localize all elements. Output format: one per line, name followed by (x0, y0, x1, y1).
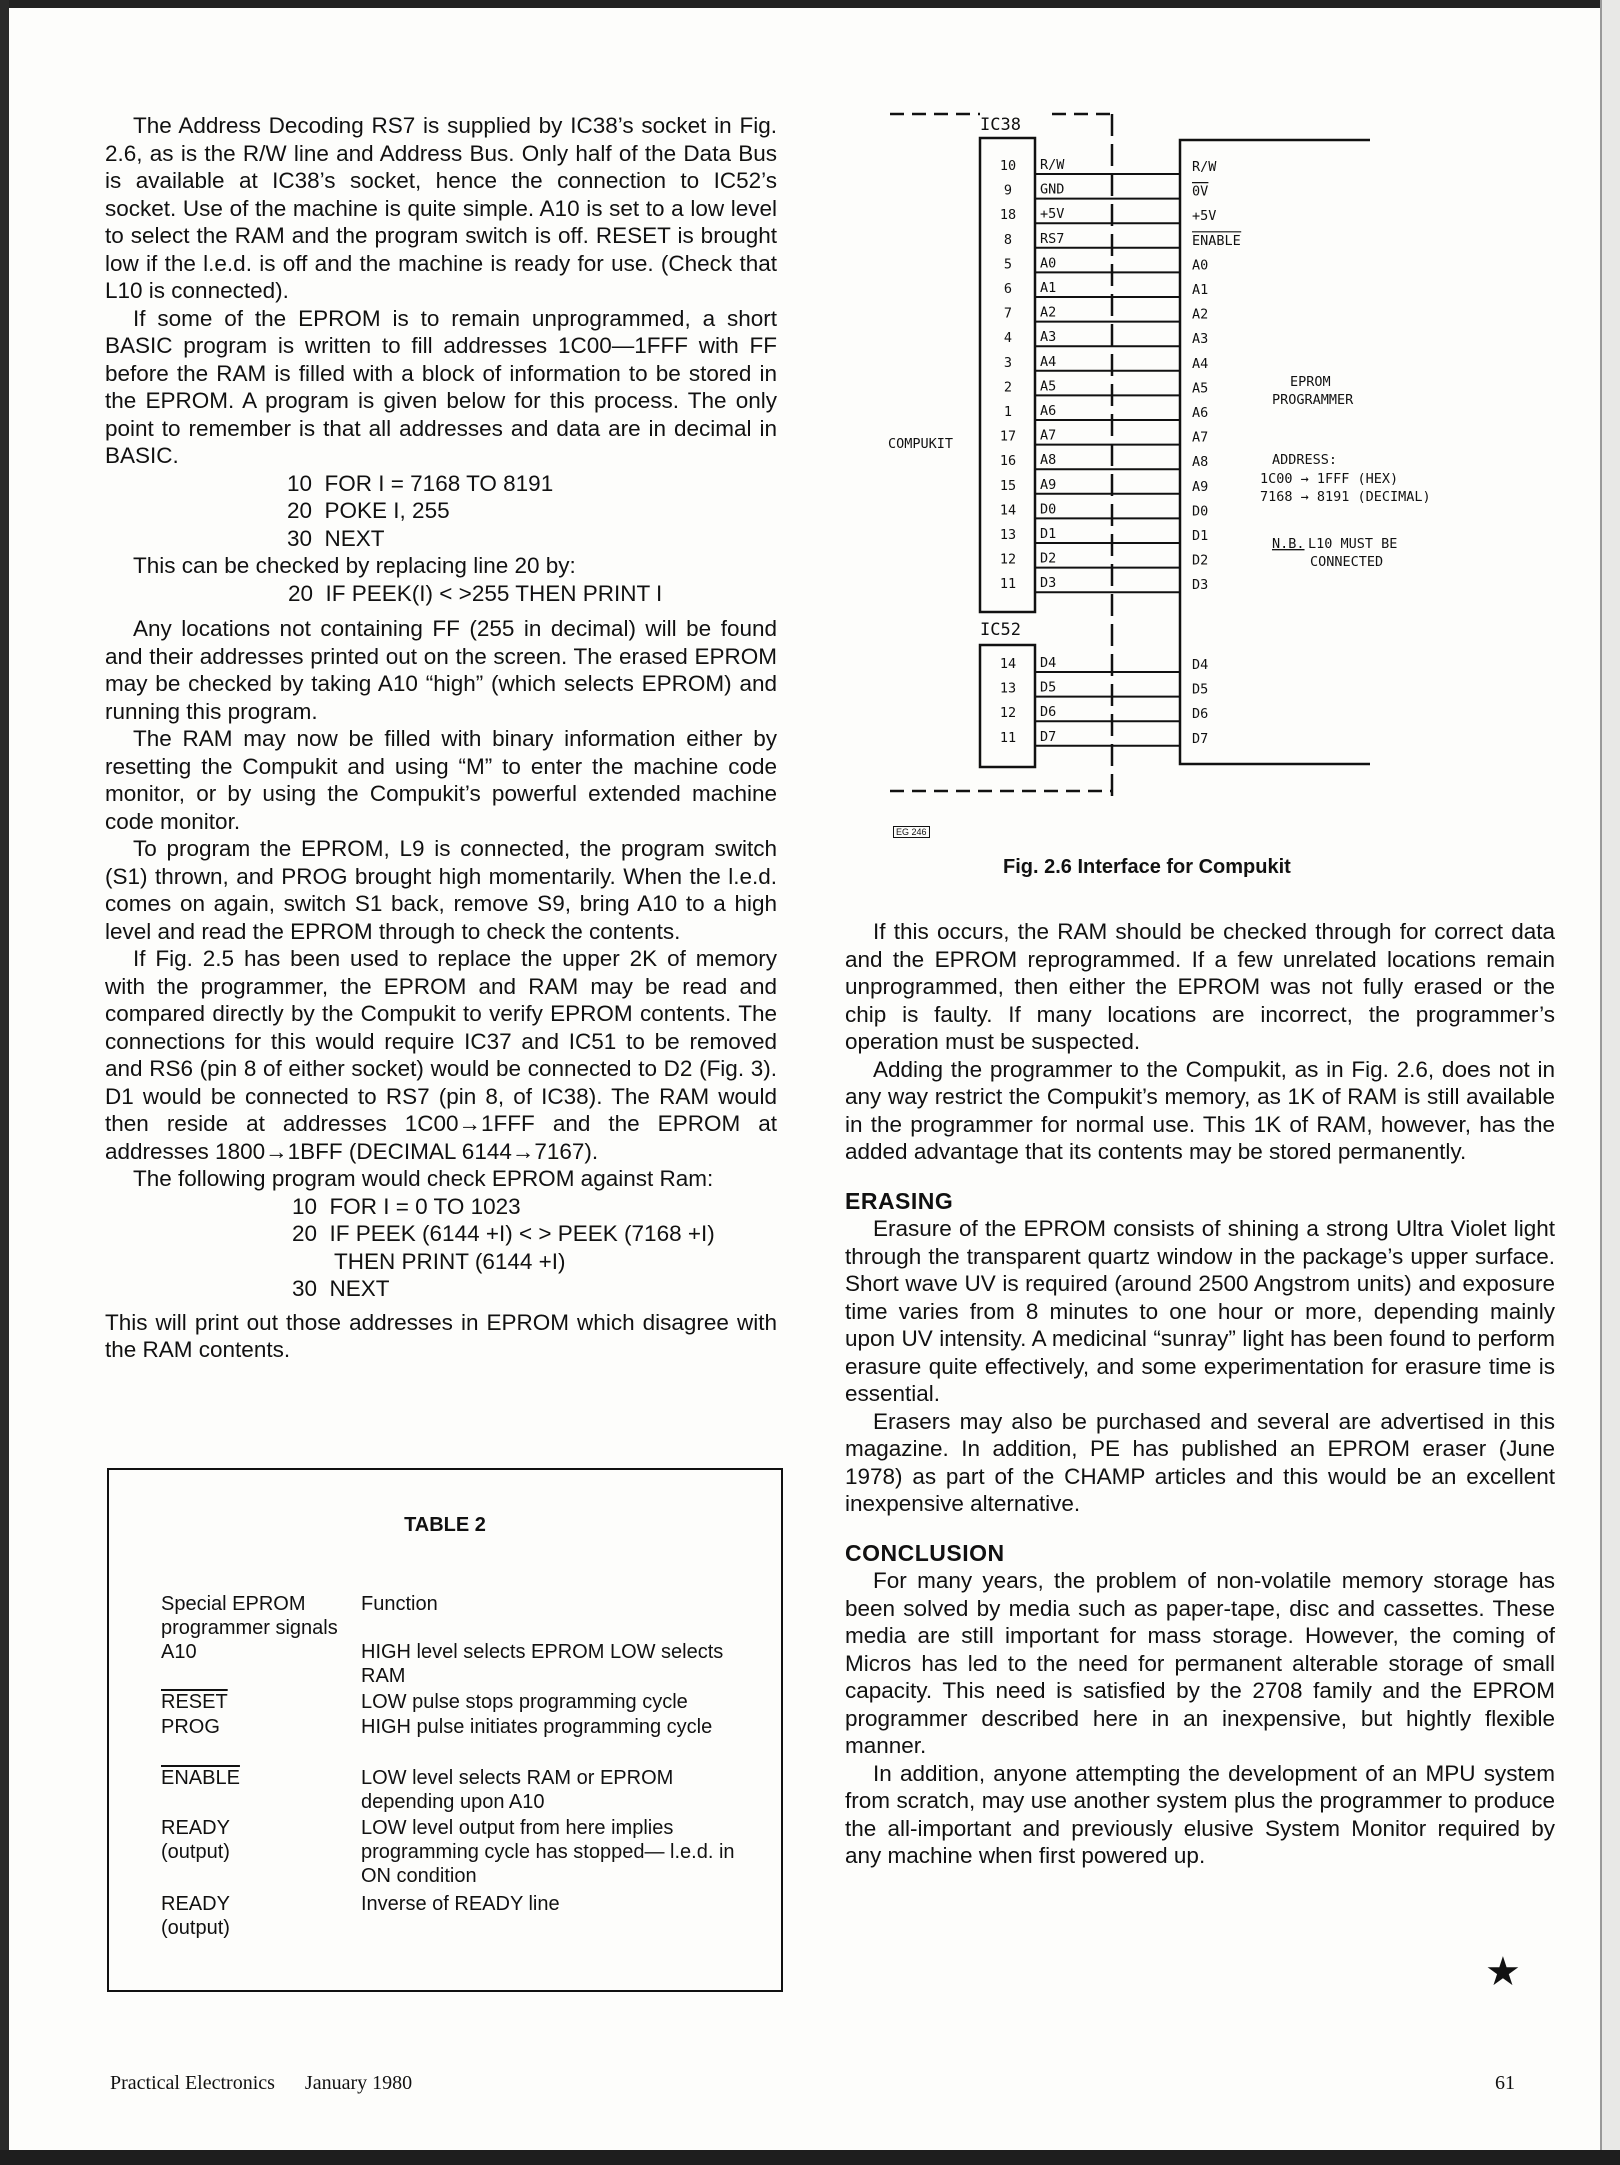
ic38-pin-number: 4 (1003, 330, 1013, 347)
table-header-signals: Special EPROM programmer signals (161, 1593, 338, 1639)
paragraph: This can be checked by replacing line 20 by: (133, 553, 576, 578)
ic38-pin-number: 14 (999, 502, 1017, 519)
table-header-function: Function (361, 1593, 438, 1615)
ic38-programmer-signal: A3 (1192, 331, 1209, 348)
page-edge-top (0, 0, 1620, 8)
ic38-pin-number: 9 (1003, 182, 1013, 199)
ic38-pin-number: 3 (1003, 354, 1013, 371)
ic52-pin-number: 11 (999, 729, 1017, 746)
paragraph: If Fig. 2.5 has been used to replace the upper 2K of memory with the programmer, the EPROM and RAM may be read and compared directly by the Compukit to verify EPROM contents. The connections for this would require IC37 and IC51 to be removed and RS6 (pin 8 of either socket) would be connected to D2 (Fig. 3). D1 would be connected to RS7 (pin 8, of IC38). The RAM would then reside at addresses 1C00→1FFF and the EPROM at addresses 1800→1BFF (DECIMAL 6144→7167). (105, 946, 777, 1164)
ic52-pin-number: 14 (999, 656, 1017, 672)
ic38-pin-number: 16 (999, 453, 1017, 470)
ic38-programmer-signal: A0 (1192, 257, 1209, 274)
ic52-pin-number: 12 (999, 705, 1017, 722)
figure-caption: Fig. 2.6 Interface for Compukit (1003, 856, 1291, 878)
ic38-pin-number: 10 (999, 158, 1017, 174)
basic-program-3 (105, 1193, 777, 1303)
ic52-pin-signal: D5 (1040, 679, 1057, 696)
ic38-pin-number: 11 (999, 576, 1017, 593)
code-line: 10 FOR I = 7168 TO 8191 (287, 470, 554, 496)
page-edge-bottom (0, 2150, 1620, 2165)
ic52-pin-number: 13 (999, 680, 1017, 697)
ic38-pin-signal: A5 (1040, 378, 1057, 395)
ic38-pin-signal: D0 (1040, 501, 1057, 518)
table-cell-signal: A10 (161, 1641, 197, 1663)
figure-tag: EG 246 (893, 826, 930, 838)
ic38-pin-number: 7 (1003, 305, 1013, 322)
ic52-programmer-signal: D4 (1192, 657, 1209, 673)
ic38-programmer-signal: D2 (1192, 552, 1209, 569)
paragraph: To program the EPROM, L9 is connected, the program switch (S1) thrown, and PROG brought high momentarily. When the l.e.d. comes on again, switch S1 back, remove S9, bring A10 to a high level and read the EPROM through to check the contents. (105, 836, 777, 944)
ic38-programmer-signal: A2 (1192, 306, 1209, 323)
paragraph: Erasers may also be purchased and several are advertised in this magazine. In addition, PE has published an EPROM eraser (June 1978) as part of the CHAMP articles and this would be an excellent inexpensive alternative. (845, 1408, 1555, 1516)
section-heading-erasing: ERASING (845, 1187, 954, 1214)
table-2 (107, 1468, 783, 1992)
table-cell-function: LOW level selects RAM or EPROM depending upon A10 (361, 1767, 674, 1813)
table-cell-signal: RESET (161, 1691, 228, 1713)
ic38-pin-signal: GND (1040, 181, 1065, 198)
ic38-pin-signal: A3 (1040, 329, 1057, 346)
ic38-programmer-signal: A1 (1192, 282, 1209, 298)
table-cell-function: HIGH level selects EPROM LOW selects RAM (361, 1641, 724, 1687)
paragraph: For many years, the problem of non-volatile memory storage has been solved by media such as paper-tape, disc and cassettes. These media are still important for mass storage. However, the coming of Micros has led to the need for permanent alterable storage of small capacity. This need is satisfied by the 2708 family and the EPROM programmer described here in an inexpensive, but hightly flexible manner. (845, 1568, 1555, 1758)
ic38-programmer-signal: R/W (1192, 159, 1217, 175)
ic38-label: IC38 (980, 115, 1021, 135)
paragraph: Erasure of the EPROM consists of shining a strong Ultra Violet light through the transparent quartz window in the package’s upper surface. Short wave UV is required (around 2500 Angstrom units) and exposure time varies from 8 minutes to one hour or more, depending mainly upon UV intensity. A medicinal “sunray” light has been found to perform erasure quite effectively, and some experimentation for erasure time is essential. (845, 1216, 1555, 1406)
fig-2-6-diagram (880, 108, 1580, 838)
ic38-pin-signal: D1 (1040, 526, 1057, 542)
ic38-programmer-signal: A7 (1192, 429, 1209, 446)
paragraph: Any locations not containing FF (255 in decimal) will be found and their addresses printed out on the screen. The erased EPROM may be checked by taking A10 “high” (which selects EPROM) and running this program. (105, 616, 777, 724)
ic52-programmer-signal: D7 (1192, 730, 1209, 747)
code-line: 30 NEXT (287, 525, 385, 551)
basic-program-2 (105, 580, 777, 608)
ic38-pin-signal: A9 (1040, 476, 1057, 493)
eprom-label: EPROM (1290, 374, 1331, 390)
ic38-programmer-signal: A6 (1192, 405, 1209, 421)
ic38-pin-number: 15 (999, 477, 1017, 494)
ic38-pin-number: 1 (1003, 404, 1013, 420)
code-line: THEN PRINT (6144 +I) (334, 1248, 566, 1274)
ic38-programmer-signal: D3 (1192, 577, 1209, 594)
page-edge-left (0, 0, 9, 2165)
code-line: 10 FOR I = 0 TO 1023 (292, 1193, 521, 1219)
ic38-pin-number: 13 (999, 527, 1017, 543)
ic38-programmer-signal: +5V (1192, 208, 1217, 225)
ic38-pin-signal: A1 (1040, 280, 1057, 296)
code-line: 20 IF PEEK (6144 +I) < > PEEK (7168 +I) (292, 1221, 715, 1246)
table-title: TABLE 2 (404, 1514, 486, 1536)
paragraph: If some of the EPROM is to remain unprogrammed, a short BASIC program is written to fill addresses 1C00—1FFF with FF before the RAM is filled with a block of information to be stored in the EPROM. A program is given below for this process. The only point to remember is that all addresses and data are in decimal in BASIC. (105, 305, 777, 468)
code-line: 20 IF PEEK(I) < >255 THEN PRINT I (288, 580, 663, 606)
ic38-pin-number: 6 (1003, 281, 1013, 297)
ic52-pin-signal: D6 (1040, 704, 1057, 721)
section-heading-conclusion: CONCLUSION (845, 1539, 1005, 1566)
ic38-programmer-signal: ENABLE (1192, 232, 1241, 249)
ic38-pin-signal: A2 (1040, 304, 1057, 321)
address-decimal: 7168 → 8191 (DECIMAL) (1260, 489, 1431, 505)
ic38-programmer-signal: D0 (1192, 503, 1209, 520)
ic38-pin-number: 12 (999, 551, 1017, 568)
end-star-icon: ★ (1485, 1950, 1521, 1994)
table-cell-function: HIGH pulse initiates programming cycle (361, 1716, 713, 1738)
ic52-programmer-signal: D5 (1192, 681, 1209, 698)
paragraph: Adding the programmer to the Compukit, as in Fig. 2.6, does not in any way restrict the Compukit’s memory, as 1K of RAM is still available in the programmer for normal use. This 1K of RAM, however, has the added advantage that its contents may be stored permanently. (845, 1056, 1555, 1164)
code-line: 20 POKE I, 255 (287, 498, 450, 523)
ic38-programmer-signal: A8 (1192, 454, 1209, 471)
paragraph: The following program would check EPROM against Ram: (133, 1166, 714, 1191)
paragraph: This will print out those addresses in EPROM which disagree with the RAM contents. (105, 1309, 777, 1362)
ic38-pin-signal: D2 (1040, 550, 1057, 567)
ic38-pin-number: 2 (1003, 379, 1013, 396)
ic38-programmer-signal: A5 (1192, 380, 1209, 397)
ic52-pin-signal: D4 (1040, 655, 1057, 671)
ic52-label: IC52 (980, 620, 1021, 640)
table-cell-function: LOW level output from here implies programming cycle has stopped— l.e.d. in ON condition (361, 1817, 735, 1887)
ic38-pin-number: 8 (1003, 231, 1013, 248)
right-column (845, 918, 1555, 1870)
basic-program-1 (105, 470, 777, 553)
code-line: 30 NEXT (292, 1276, 390, 1301)
table-cell-signal: READY (output) (161, 1817, 230, 1863)
interface-schematic (880, 108, 1580, 838)
compukit-label: COMPUKIT (888, 436, 954, 452)
nb-text: L10 MUST BE (1308, 536, 1398, 552)
ic38-pin-number: 5 (1003, 256, 1013, 273)
table-cell-signal: READY (output) (161, 1893, 230, 1939)
address-label: ADDRESS: (1272, 452, 1338, 468)
ic38-pin-signal: R/W (1040, 157, 1065, 173)
ic38-pin-number: 17 (999, 428, 1017, 445)
ic38-pin-signal: A8 (1040, 452, 1057, 469)
address-hex: 1C00 → 1FFF (HEX) (1260, 471, 1399, 487)
paragraph: The Address Decoding RS7 is supplied by IC38’s socket in Fig. 2.6, as is the R/W line and Address Bus. Only half of the Data Bus is available at IC38’s socket, hence the connection to IC52’s socket. Use of the machine is quite simple. A10 is set to a low level to select the RAM and the program switch is off. RESET is brought low if the l.e.d. is off and the machine is ready for use. (Check that L10 is connected). (105, 113, 777, 303)
footer-publication: Practical Electronics January 1980 (110, 2072, 413, 2094)
ic52-programmer-signal: D6 (1192, 706, 1209, 723)
table-cell-signal: ENABLE (161, 1767, 240, 1789)
nb-text: CONNECTED (1310, 554, 1384, 570)
ic38-pin-number: 18 (999, 207, 1017, 224)
ic38-pin-signal: A7 (1040, 427, 1057, 444)
left-column (105, 112, 777, 1364)
ic38-pin-signal: D3 (1040, 575, 1057, 592)
ic38-pin-signal: RS7 (1040, 230, 1065, 247)
paragraph: If this occurs, the RAM should be checked through for correct data and the EPROM reprogrammed. If a few unrelated locations remain unprogrammed, then either the EPROM was not fully erased or the chip is faulty. If many locations are incorrect, the programmer’s operation must be suspected. (845, 919, 1555, 1054)
page-edge-right (1600, 0, 1620, 2165)
paragraph: The RAM may now be filled with binary information either by resetting the Compukit and using “M” to enter the machine code monitor, or by using the Compukit’s powerful extended machine code monitor. (105, 726, 777, 834)
nb-prefix: N.B. (1272, 536, 1305, 552)
ic38-pin-signal: A6 (1040, 403, 1057, 419)
table-cell-function: LOW pulse stops programming cycle (361, 1691, 688, 1713)
ic38-programmer-signal: A9 (1192, 478, 1209, 495)
ic52-pin-signal: D7 (1040, 728, 1057, 745)
ic38-pin-signal: A4 (1040, 353, 1057, 370)
ic38-programmer-signal: D1 (1192, 528, 1209, 544)
page-number: 61 (1495, 2072, 1515, 2094)
paragraph: In addition, anyone attempting the development of an MPU system from scratch, may use another system plus the programmer to produce the all-important and previously elusive System Monitor required by any machine when first powered up. (845, 1760, 1555, 1868)
ic38-programmer-signal: 0V (1192, 183, 1209, 200)
table-cell-function: Inverse of READY line (361, 1893, 560, 1915)
programmer-label: PROGRAMMER (1272, 392, 1354, 408)
table-cell-signal: PROG (161, 1716, 220, 1738)
ic38-programmer-signal: A4 (1192, 355, 1209, 372)
ic38-pin-signal: A0 (1040, 255, 1057, 272)
ic38-pin-signal: +5V (1040, 206, 1065, 223)
